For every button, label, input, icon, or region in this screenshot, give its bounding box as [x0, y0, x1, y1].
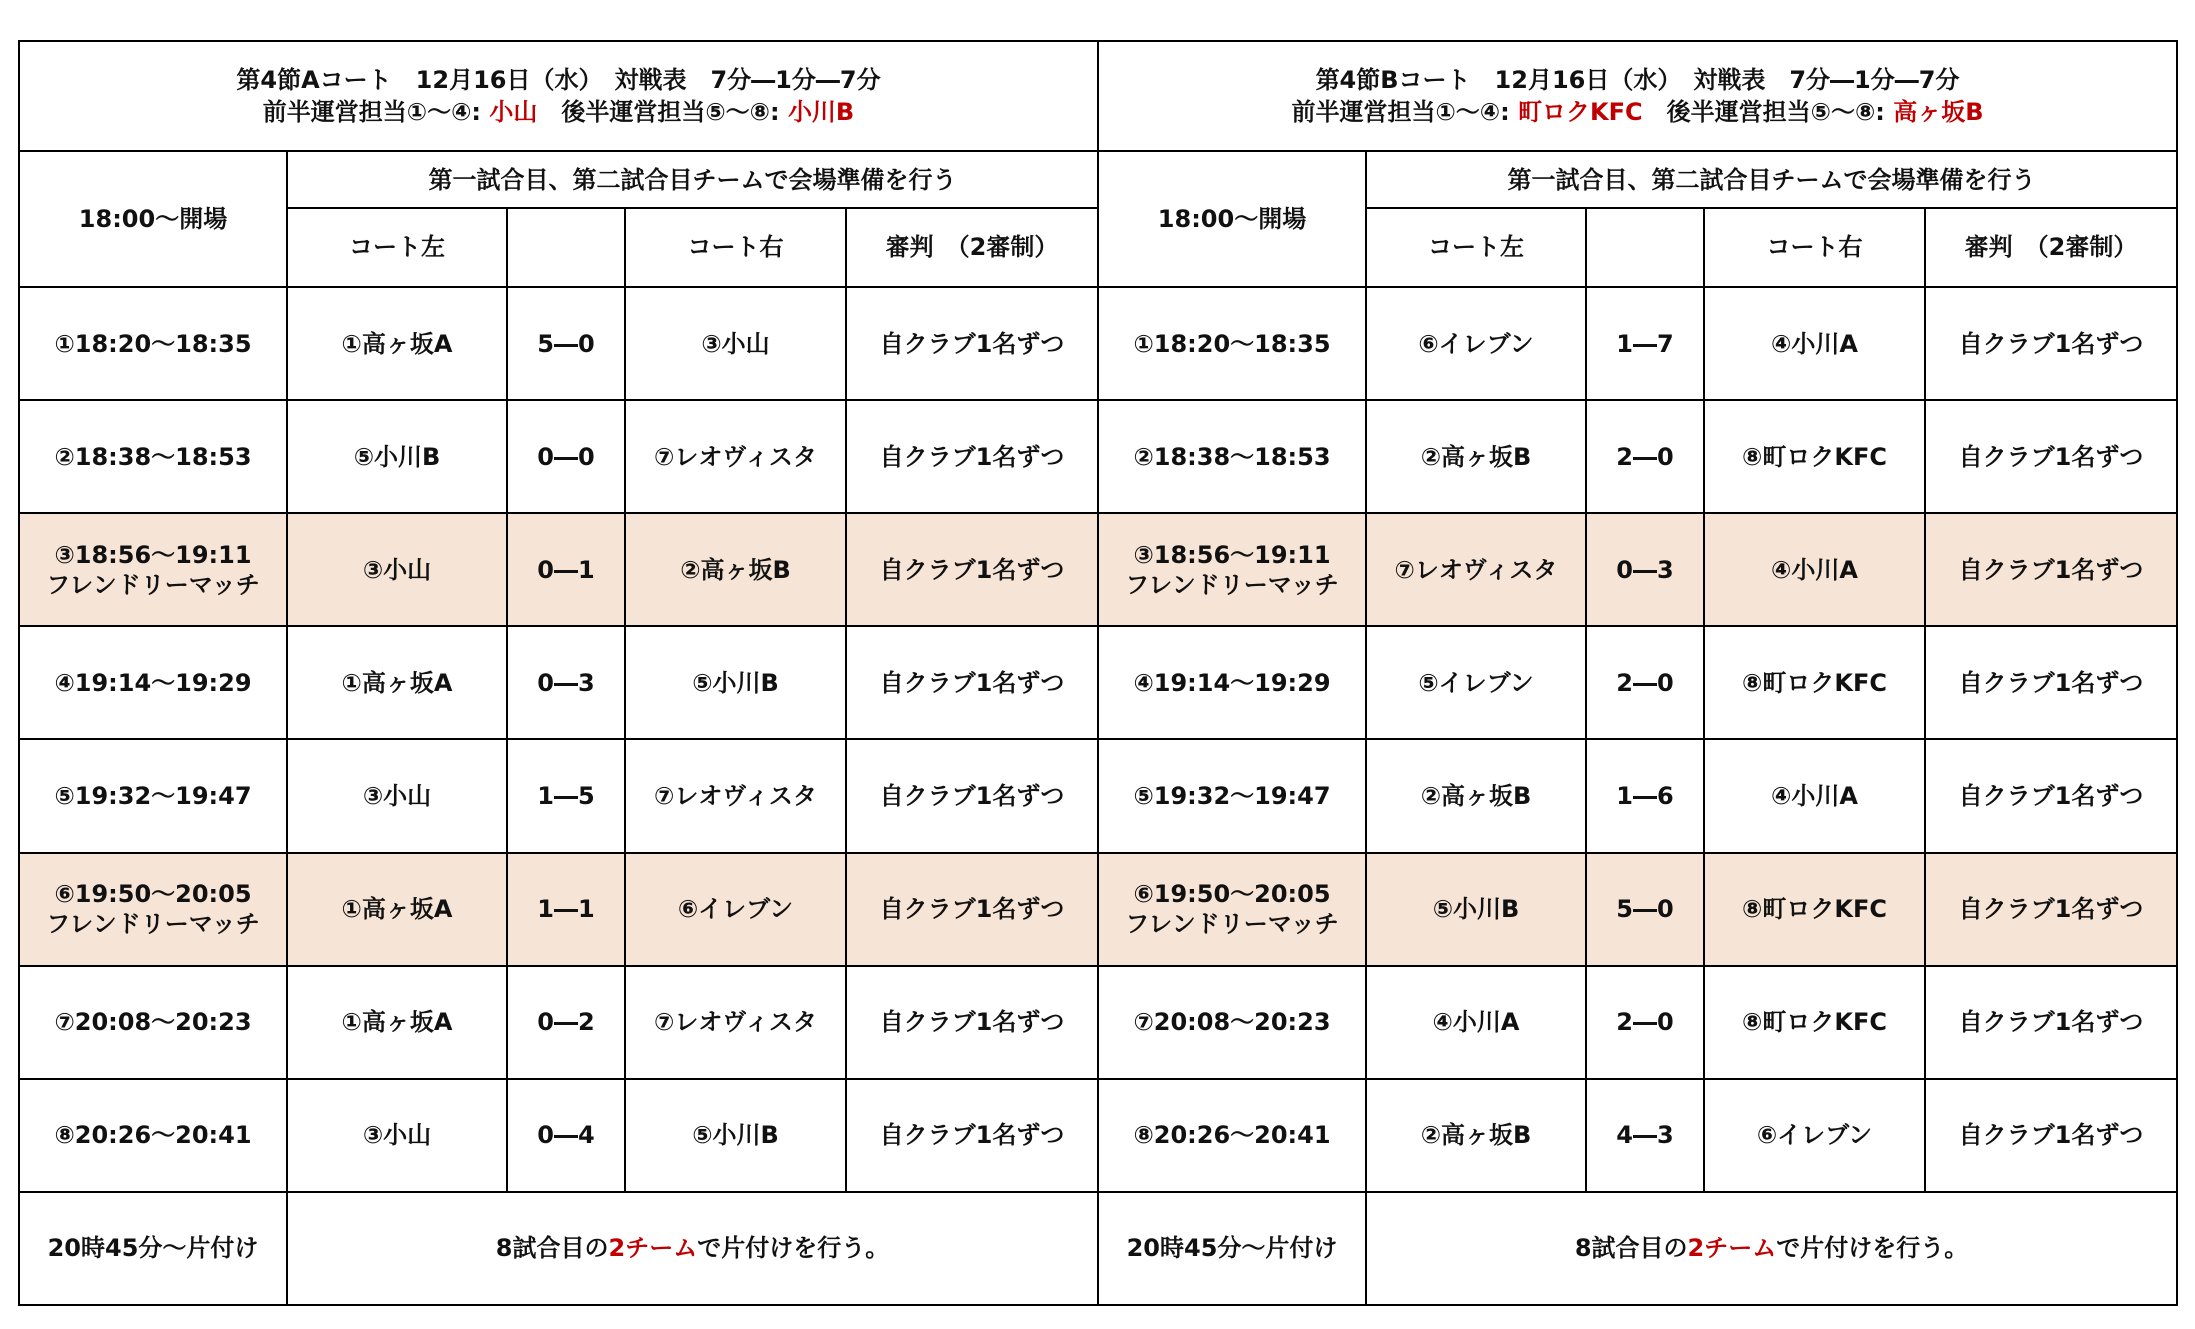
cleanup-post: で片付けを行う。 — [697, 1234, 890, 1263]
match-row — [19, 966, 2177, 1079]
match-time: ①18:20～18:35 — [1133, 329, 1331, 358]
team-left: ①高ヶ坂A — [287, 287, 507, 400]
cleanup-post: で片付けを行う。 — [1776, 1234, 1969, 1263]
cleanup-note — [1366, 1192, 2177, 1305]
cleanup-pre: 8試合目の — [495, 1234, 609, 1263]
team-right: ⑧町ロクKFC — [1704, 853, 1925, 966]
header-court-left: コート左 — [1366, 208, 1586, 287]
team-left: ②高ヶ坂B — [1366, 739, 1586, 852]
referee: 自クラブ1名ずつ — [846, 626, 1098, 739]
team-right: ⑥イレブン — [625, 853, 846, 966]
match-time: ③18:56～19:11 — [54, 540, 252, 569]
match-score: 4―3 — [1586, 1079, 1704, 1192]
team-left: ①高ヶ坂A — [287, 966, 507, 1079]
second-half-team: 小川B — [787, 98, 855, 127]
court-title-line2 — [1099, 96, 2176, 128]
team-left: ③小山 — [287, 739, 507, 852]
referee: 自クラブ1名ずつ — [1925, 400, 2177, 513]
header-score — [1586, 208, 1704, 287]
match-time-cell — [1098, 966, 1366, 1079]
match-time-cell — [1098, 853, 1366, 966]
match-time-cell — [19, 513, 287, 626]
header-referee: 審判 （2審制） — [1925, 208, 2177, 287]
match-score: 2―0 — [1586, 966, 1704, 1079]
match-time: ⑧20:26～20:41 — [1133, 1121, 1331, 1150]
team-right: ④小川A — [1704, 739, 1925, 852]
referee: 自クラブ1名ずつ — [846, 400, 1098, 513]
team-left: ②高ヶ坂B — [1366, 400, 1586, 513]
team-left: ④小川A — [1366, 966, 1586, 1079]
referee: 自クラブ1名ずつ — [1925, 626, 2177, 739]
match-time-cell — [19, 1079, 287, 1192]
second-half-label: 後半運営担当⑤～⑧: — [537, 98, 788, 127]
match-time-cell — [1098, 400, 1366, 513]
referee: 自クラブ1名ずつ — [1925, 966, 2177, 1079]
team-left: ⑤小川B — [287, 400, 507, 513]
team-right: ④小川A — [1704, 513, 1925, 626]
friendly-label: フレンドリーマッチ — [46, 910, 260, 939]
match-time-cell — [1098, 1079, 1366, 1192]
title-row — [19, 41, 2177, 151]
first-half-label: 前半運営担当①～④: — [262, 98, 490, 127]
match-row — [19, 1079, 2177, 1192]
match-time: ①18:20～18:35 — [54, 329, 252, 358]
match-time: ⑥19:50～20:05 — [1133, 880, 1331, 909]
match-time-cell — [1098, 287, 1366, 400]
match-time: ⑤19:32～19:47 — [1133, 781, 1331, 810]
team-left: ⑦レオヴィスタ — [1366, 513, 1586, 626]
team-left: ②高ヶ坂B — [1366, 1079, 1586, 1192]
match-row — [19, 626, 2177, 739]
header-referee: 審判 （2審制） — [846, 208, 1098, 287]
match-time-cell — [19, 739, 287, 852]
team-right: ⑧町ロクKFC — [1704, 966, 1925, 1079]
match-time-cell — [19, 626, 287, 739]
match-time-cell — [19, 853, 287, 966]
court-title-line2 — [20, 96, 1097, 128]
match-time-cell — [19, 966, 287, 1079]
referee: 自クラブ1名ずつ — [1925, 287, 2177, 400]
match-row — [19, 853, 2177, 966]
match-row — [19, 287, 2177, 400]
referee: 自クラブ1名ずつ — [846, 1079, 1098, 1192]
match-time: ④19:14～19:29 — [1133, 668, 1331, 697]
referee: 自クラブ1名ずつ — [846, 513, 1098, 626]
match-row — [19, 513, 2177, 626]
match-time: ⑤19:32～19:47 — [54, 781, 252, 810]
team-left: ①高ヶ坂A — [287, 853, 507, 966]
match-time: ⑥19:50～20:05 — [54, 880, 252, 909]
team-right: ⑤小川B — [625, 626, 846, 739]
match-score: 0―3 — [507, 626, 625, 739]
referee: 自クラブ1名ずつ — [846, 966, 1098, 1079]
team-right: ⑧町ロクKFC — [1704, 400, 1925, 513]
match-time: ②18:38～18:53 — [1133, 442, 1331, 471]
referee: 自クラブ1名ずつ — [846, 853, 1098, 966]
match-row — [19, 400, 2177, 513]
team-right: ④小川A — [1704, 287, 1925, 400]
team-right: ⑥イレブン — [1704, 1079, 1925, 1192]
team-right: ⑦レオヴィスタ — [625, 739, 846, 852]
team-right: ⑧町ロクKFC — [1704, 626, 1925, 739]
match-time: ⑧20:26～20:41 — [54, 1121, 252, 1150]
prep-row — [19, 151, 2177, 208]
referee: 自クラブ1名ずつ — [1925, 739, 2177, 852]
court-title-line1: 第4節Bコート 12月16日（水） 対戦表 7分―1分―7分 — [1315, 65, 1960, 94]
team-right: ⑤小川B — [625, 1079, 846, 1192]
match-score: 1―6 — [1586, 739, 1704, 852]
prep-note: 第一試合目、第二試合目チームで会場準備を行う — [287, 151, 1098, 208]
prep-note: 第一試合目、第二試合目チームで会場準備を行う — [1366, 151, 2177, 208]
referee: 自クラブ1名ずつ — [1925, 1079, 2177, 1192]
open-label: 18:00～開場 — [1098, 151, 1366, 287]
match-score: 0―2 — [507, 966, 625, 1079]
match-time-cell — [19, 400, 287, 513]
cleanup-note — [287, 1192, 1098, 1305]
second-half-team: 高ヶ坂B — [1893, 98, 1984, 127]
match-score: 5―0 — [507, 287, 625, 400]
team-right: ⑦レオヴィスタ — [625, 966, 846, 1079]
team-left: ⑤小川B — [1366, 853, 1586, 966]
match-time: ⑦20:08～20:23 — [54, 1008, 252, 1037]
cleanup-red: 2チーム — [1687, 1234, 1777, 1263]
schedule-table — [18, 40, 2178, 1306]
match-score: 1―7 — [1586, 287, 1704, 400]
team-left: ⑥イレブン — [1366, 287, 1586, 400]
friendly-label: フレンドリーマッチ — [46, 570, 260, 599]
match-row — [19, 739, 2177, 852]
match-score: 2―0 — [1586, 400, 1704, 513]
team-right: ②高ヶ坂B — [625, 513, 846, 626]
match-score: 1―1 — [507, 853, 625, 966]
court-title-line1: 第4節Aコート 12月16日（水） 対戦表 7分―1分―7分 — [236, 65, 881, 94]
header-court-right: コート右 — [1704, 208, 1925, 287]
team-left: ①高ヶ坂A — [287, 626, 507, 739]
team-left: ③小山 — [287, 513, 507, 626]
team-right: ③小山 — [625, 287, 846, 400]
first-half-team: 小山 — [489, 98, 538, 127]
open-label: 18:00～開場 — [19, 151, 287, 287]
header-court-right: コート右 — [625, 208, 846, 287]
team-left: ⑤イレブン — [1366, 626, 1586, 739]
header-court-left: コート左 — [287, 208, 507, 287]
second-half-label: 後半運営担当⑤～⑧: — [1642, 98, 1894, 127]
match-time: ②18:38～18:53 — [54, 442, 252, 471]
match-time-cell — [1098, 626, 1366, 739]
friendly-label: フレンドリーマッチ — [1125, 570, 1339, 599]
first-half-team: 町ロクKFC — [1518, 98, 1643, 127]
match-time-cell — [1098, 513, 1366, 626]
court-title — [1098, 41, 2177, 151]
match-score: 1―5 — [507, 739, 625, 852]
match-time: ③18:56～19:11 — [1133, 540, 1331, 569]
cleanup-row — [19, 1192, 2177, 1305]
match-time: ④19:14～19:29 — [54, 668, 252, 697]
match-score: 2―0 — [1586, 626, 1704, 739]
header-score — [507, 208, 625, 287]
match-score: 0―4 — [507, 1079, 625, 1192]
friendly-label: フレンドリーマッチ — [1125, 910, 1339, 939]
match-score: 0―3 — [1586, 513, 1704, 626]
court-title — [19, 41, 1098, 151]
match-score: 5―0 — [1586, 853, 1704, 966]
cleanup-time: 20時45分～片付け — [1098, 1192, 1366, 1305]
cleanup-red: 2チーム — [608, 1234, 698, 1263]
first-half-label: 前半運営担当①～④: — [1291, 98, 1519, 127]
team-left: ③小山 — [287, 1079, 507, 1192]
referee: 自クラブ1名ずつ — [1925, 853, 2177, 966]
match-time-cell — [1098, 739, 1366, 852]
match-time-cell — [19, 287, 287, 400]
team-right: ⑦レオヴィスタ — [625, 400, 846, 513]
referee: 自クラブ1名ずつ — [846, 287, 1098, 400]
referee: 自クラブ1名ずつ — [1925, 513, 2177, 626]
cleanup-time: 20時45分～片付け — [19, 1192, 287, 1305]
match-score: 0―1 — [507, 513, 625, 626]
cleanup-pre: 8試合目の — [1574, 1234, 1688, 1263]
match-time: ⑦20:08～20:23 — [1133, 1008, 1331, 1037]
match-score: 0―0 — [507, 400, 625, 513]
referee: 自クラブ1名ずつ — [846, 739, 1098, 852]
